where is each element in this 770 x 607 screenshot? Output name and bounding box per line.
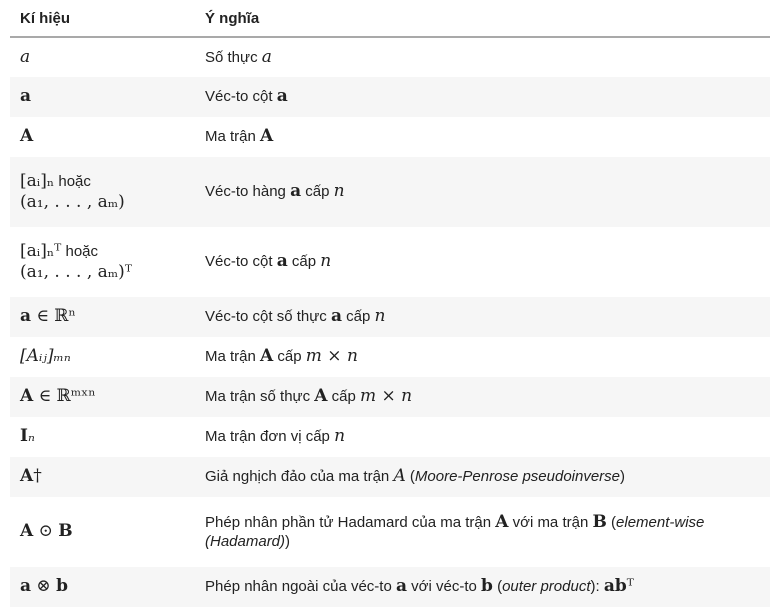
meaning-math: A — [260, 126, 274, 147]
meaning-math: A — [393, 466, 406, 487]
meaning-suffix: với ma trận — [508, 514, 593, 531]
table-row — [10, 77, 770, 117]
meaning-text: Ma trận số thực — [205, 388, 315, 406]
table-row — [10, 457, 770, 497]
symbol-bold: a — [20, 576, 32, 597]
table-row — [10, 337, 770, 377]
symbol-rest: ∈ ℝⁿ — [31, 306, 76, 327]
table-row — [10, 567, 770, 607]
symbol-mid: ⊗ — [31, 576, 57, 597]
notation-table — [10, 0, 770, 607]
meaning-math2: m × n — [305, 346, 358, 367]
meaning-text: Số thực — [205, 48, 262, 66]
meaning-text: Véc-to hàng — [205, 183, 291, 201]
symbol-bold2: b — [56, 576, 68, 597]
symbol-word: hoặc — [54, 172, 91, 190]
meaning-close: ) — [285, 533, 291, 551]
symbol-cell — [10, 377, 195, 417]
meaning-text: Véc-to cột số thực — [205, 308, 331, 326]
meaning-text: Ma trận — [205, 348, 261, 366]
symbol: [Aᵢⱼ]ₘₙ — [20, 346, 71, 367]
symbol-bold2: B — [58, 521, 73, 542]
symbol-cell — [10, 337, 195, 377]
meaning-text: Giả nghịch đảo của ma trận — [205, 468, 394, 486]
symbol-rest: ₙ — [27, 426, 35, 447]
meaning-math: a — [290, 181, 302, 202]
symbol-cell — [10, 497, 195, 567]
meaning-suffix: cấp — [287, 253, 321, 271]
meaning-suffix: cấp — [327, 388, 360, 406]
symbol-cell — [10, 417, 195, 457]
symbol-line1: [aᵢ]ₙᵀ — [20, 240, 62, 261]
symbol-rest: ∈ ℝᵐˣⁿ — [33, 386, 96, 407]
symbol-cell — [10, 157, 195, 227]
symbol-cell — [10, 37, 195, 77]
meaning-math2: m × n — [359, 386, 413, 407]
symbol-cell — [10, 77, 195, 117]
meaning-em: Moore-Penrose pseudoinverse — [414, 468, 621, 486]
symbol-bold: I — [20, 426, 28, 447]
meaning-cell — [195, 227, 770, 297]
meaning-suffix: cấp — [273, 348, 306, 366]
meaning-cell — [195, 77, 770, 117]
meaning-suffix: với véc-to — [407, 578, 482, 596]
meaning-cell — [195, 497, 770, 567]
table-row — [10, 157, 770, 227]
meaning-math: A — [314, 386, 328, 407]
meaning-math2: B — [592, 512, 607, 532]
table-header-row — [10, 0, 770, 37]
meaning-cell — [195, 37, 770, 77]
meaning-math3-sup: ᵀ — [626, 576, 634, 597]
table-row — [10, 377, 770, 417]
meaning-math: a — [276, 251, 288, 272]
meaning-math: a — [261, 46, 272, 67]
meaning-math2: n — [333, 181, 345, 202]
meaning-cell — [195, 297, 770, 337]
meaning-suffix2: ( — [606, 514, 617, 531]
table-row — [10, 297, 770, 337]
symbol-line2: (a₁, . . . , aₘ)ᵀ — [20, 262, 132, 282]
symbol-cell — [10, 297, 195, 337]
meaning-cell — [195, 457, 770, 497]
meaning-math2: b — [481, 576, 493, 597]
meaning-text: Véc-to cột — [205, 253, 277, 271]
header-meaning: Ý nghĩa — [195, 0, 770, 37]
meaning-math: A — [495, 512, 509, 532]
symbol-bold: a — [20, 306, 32, 327]
meaning-math: n — [334, 426, 346, 447]
meaning-cell — [195, 567, 770, 607]
table-row — [10, 417, 770, 457]
meaning-suffix: cấp — [341, 308, 375, 326]
meaning-text: Ma trận đơn vị cấp — [205, 428, 335, 446]
table-row — [10, 227, 770, 297]
symbol-bold: A — [20, 466, 34, 487]
meaning-text: Véc-to cột — [205, 88, 277, 106]
meaning-suffix: ( — [405, 468, 415, 486]
meaning-suffix: cấp — [301, 183, 334, 201]
meaning-em: outer product — [502, 578, 591, 596]
table-row — [10, 497, 770, 567]
header-symbol: Kí hiệu — [10, 0, 195, 37]
meaning-math: A — [260, 346, 274, 367]
symbol-line2: (a₁, . . . , aₘ) — [20, 192, 125, 212]
symbol-mid: ⊙ — [33, 521, 59, 542]
symbol-bold: A — [20, 386, 34, 407]
meaning-cell — [195, 377, 770, 417]
meaning-cell — [195, 157, 770, 227]
meaning-text: Phép nhân ngoài của véc-to — [205, 578, 396, 596]
meaning-text: Ma trận — [205, 128, 261, 146]
symbol-rest: † — [33, 466, 42, 487]
meaning-close: ): — [590, 578, 604, 596]
meaning-math3: ab — [603, 576, 627, 597]
symbol: a — [20, 86, 32, 107]
meaning-cell — [195, 337, 770, 377]
meaning-suffix2: ( — [492, 578, 503, 596]
symbol-cell — [10, 227, 195, 297]
meaning-cell — [195, 417, 770, 457]
meaning-em: element-wise (Hadamard) — [205, 514, 705, 551]
meaning-math: a — [276, 86, 288, 107]
symbol-cell — [10, 117, 195, 157]
meaning-math2: n — [320, 251, 332, 272]
meaning-math: a — [395, 576, 407, 597]
table-row — [10, 117, 770, 157]
meaning-close: ) — [620, 468, 626, 486]
meaning-text: Phép nhân phần tử Hadamard của ma trận — [205, 514, 496, 531]
meaning-math2: n — [374, 306, 386, 327]
symbol: a — [20, 46, 31, 67]
symbol-bold: A — [20, 521, 34, 542]
meaning-math: a — [330, 306, 342, 327]
meaning-cell — [195, 117, 770, 157]
table-row — [10, 37, 770, 77]
symbol-cell — [10, 457, 195, 497]
symbol-cell — [10, 567, 195, 607]
symbol-word: hoặc — [61, 242, 99, 260]
symbol-line1: [aᵢ]ₙ — [20, 170, 55, 191]
symbol: A — [20, 126, 34, 147]
